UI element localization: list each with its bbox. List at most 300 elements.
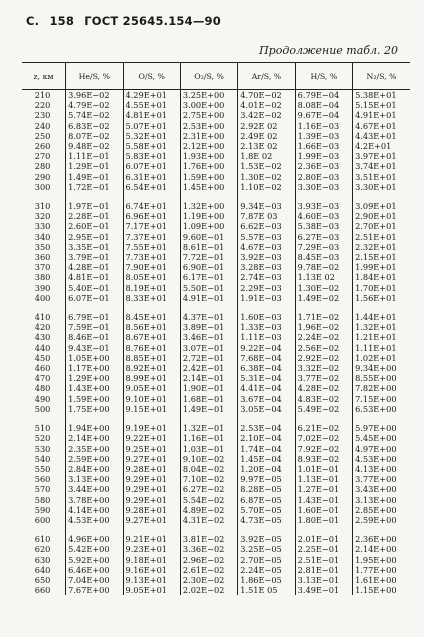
column-header: He/S, %: [66, 63, 123, 90]
altitude-cell: 350: [34, 241, 51, 252]
value-cell: 2.13E 02: [238, 141, 295, 151]
spacer-cell: [353, 525, 410, 534]
table-row: [22, 534, 410, 544]
value-cell: 2.70E−05: [238, 555, 295, 565]
altitude-cell: 450: [34, 352, 51, 363]
altitude-cell: 510: [34, 423, 51, 434]
value-cell: 2.29E−03: [238, 283, 295, 293]
value-cell: 9.15E+01: [123, 404, 180, 414]
value-cell: 1.10E−02: [238, 182, 295, 192]
spacer-cell: [22, 192, 66, 201]
value-cell: 7.17E+01: [123, 221, 180, 231]
value-cell: 5.38E+01: [353, 90, 410, 101]
value-cell: 4.2E+01: [353, 141, 410, 151]
value-cell: 3.25E−05: [238, 544, 295, 554]
table-row: [22, 444, 410, 454]
value-cell: 5.50E−01: [180, 283, 237, 293]
value-cell: 2.75E+00: [180, 110, 237, 120]
value-cell: 9.29E+01: [123, 495, 180, 505]
value-cell: 3.00E+00: [180, 100, 237, 110]
table-row: [22, 90, 410, 101]
value-cell: 1.20E−04: [238, 464, 295, 474]
value-cell: 9.48E−02: [66, 141, 123, 151]
value-cell: 8.67E+01: [123, 332, 180, 342]
value-cell: 3.92E−05: [238, 534, 295, 544]
value-cell: 3.30E+01: [353, 182, 410, 192]
value-cell: 7.90E+01: [123, 262, 180, 272]
value-cell: 9.97E−05: [238, 474, 295, 484]
table-row: [22, 312, 410, 322]
table-row: [22, 110, 410, 120]
altitude-cell: 490: [34, 393, 51, 404]
value-cell: 5.49E−02: [295, 404, 352, 414]
spacer-cell: [66, 414, 123, 423]
value-cell: 3.42E−02: [238, 110, 295, 120]
altitude-cell: 250: [34, 130, 51, 141]
altitude-cell: 410: [34, 312, 51, 323]
value-cell: 1.43E+00: [66, 383, 123, 393]
value-cell: 1.99E+01: [353, 262, 410, 272]
value-cell: 2.02E−02: [180, 585, 237, 595]
value-cell: 2.74E−03: [238, 272, 295, 282]
altitude-cell: 550: [34, 463, 51, 474]
value-cell: 2.72E−01: [180, 353, 237, 363]
value-cell: 2.59E+00: [353, 515, 410, 525]
altitude-cell: 500: [34, 403, 51, 414]
value-cell: 8.04E−02: [180, 464, 237, 474]
spacer-cell: [180, 303, 237, 312]
table-header-row: [22, 63, 410, 90]
value-cell: 9.18E+01: [123, 555, 180, 565]
value-cell: 8.56E+01: [123, 322, 180, 332]
value-cell: 5.45E+00: [353, 433, 410, 443]
value-cell: 1.11E+01: [353, 343, 410, 353]
altitude-cell: 480: [34, 383, 51, 394]
value-cell: 1.99E−03: [295, 151, 352, 161]
group-spacer: [22, 303, 410, 312]
value-cell: 1.91E−03: [238, 293, 295, 303]
table-row: [22, 343, 410, 353]
value-cell: 5.97E+00: [353, 423, 410, 433]
spacer-cell: [295, 192, 352, 201]
value-cell: 5.42E+00: [66, 544, 123, 554]
value-cell: 2.53E−04: [238, 423, 295, 433]
value-cell: 9.29E+01: [123, 484, 180, 494]
value-cell: 3.05E−04: [238, 404, 295, 414]
value-cell: 2.56E−02: [295, 343, 352, 353]
value-cell: 1.66E−03: [295, 141, 352, 151]
table-row: [22, 242, 410, 252]
value-cell: 7.15E+00: [353, 394, 410, 404]
value-cell: 8.33E+01: [123, 293, 180, 303]
value-cell: 2.14E+00: [66, 433, 123, 443]
table-row: [22, 363, 410, 373]
altitude-cell: 570: [34, 484, 51, 495]
spacer-cell: [180, 414, 237, 423]
table-continuation-caption: Продолжение табл. 20: [259, 44, 398, 57]
value-cell: 2.59E+00: [66, 454, 123, 464]
value-cell: 1.33E−03: [238, 322, 295, 332]
value-cell: 4.41E−04: [238, 383, 295, 393]
value-cell: 1.68E−01: [180, 394, 237, 404]
altitude-cell: 230: [34, 110, 51, 121]
spacer-cell: [66, 192, 123, 201]
value-cell: 1.29E−01: [66, 161, 123, 171]
value-cell: 2.96E−02: [180, 555, 237, 565]
value-cell: 1.16E−03: [295, 121, 352, 131]
value-cell: 5.40E−01: [66, 283, 123, 293]
value-cell: 7.92E−02: [295, 444, 352, 454]
altitude-cell: 630: [34, 554, 51, 565]
altitude-cell: 210: [34, 90, 51, 100]
altitude-cell: 360: [34, 252, 51, 263]
value-cell: 1.45E−04: [238, 454, 295, 464]
value-cell: 5.32E+01: [123, 131, 180, 141]
altitude-cell: 560: [34, 474, 51, 485]
altitude-cell: 600: [34, 514, 51, 525]
table-row: [22, 172, 410, 182]
value-cell: 3.74E+01: [353, 161, 410, 171]
value-cell: 1.32E+01: [353, 322, 410, 332]
altitude-cell: 440: [34, 342, 51, 353]
value-cell: 3.77E−02: [295, 373, 352, 383]
value-cell: 3.78E+00: [66, 495, 123, 505]
value-cell: 3.93E−03: [295, 201, 352, 211]
value-cell: 7.10E−02: [180, 474, 237, 484]
value-cell: 1.30E−02: [295, 283, 352, 293]
spacer-cell: [353, 192, 410, 201]
altitude-cell: 470: [34, 373, 51, 384]
value-cell: 1.30E−02: [238, 172, 295, 182]
altitude-cell: 640: [34, 564, 51, 575]
value-cell: 6.54E+01: [123, 182, 180, 192]
value-cell: 6.27E−03: [295, 232, 352, 242]
value-cell: 2.24E−05: [238, 565, 295, 575]
value-cell: 4.70E−02: [238, 90, 295, 101]
value-cell: 8.07E−02: [66, 131, 123, 141]
table-row: [22, 544, 410, 554]
value-cell: 1.03E−01: [180, 444, 237, 454]
value-cell: 1.02E+01: [353, 353, 410, 363]
table-row: [22, 404, 410, 414]
value-cell: 1.60E−01: [295, 505, 352, 515]
value-cell: 4.13E+00: [353, 464, 410, 474]
value-cell: 2.81E−01: [295, 565, 352, 575]
table-row: [22, 394, 410, 404]
value-cell: 6.87E−05: [238, 495, 295, 505]
altitude-cell: 290: [34, 171, 51, 182]
value-cell: 3.36E−02: [180, 544, 237, 554]
value-cell: 2.28E−01: [66, 211, 123, 221]
value-cell: 3.97E+01: [353, 151, 410, 161]
value-cell: 3.79E−01: [66, 252, 123, 262]
value-cell: 2.35E+00: [66, 444, 123, 454]
spacer-cell: [123, 303, 180, 312]
altitude-cell: 390: [34, 282, 51, 293]
value-cell: 6.53E+00: [353, 404, 410, 414]
value-cell: 8.46E−01: [66, 332, 123, 342]
value-cell: 3.30E−03: [295, 182, 352, 192]
value-cell: 1.49E−02: [295, 293, 352, 303]
value-cell: 1.97E−01: [66, 201, 123, 211]
value-cell: 7.82E+00: [353, 383, 410, 393]
value-cell: 1.56E+01: [353, 293, 410, 303]
value-cell: 9.10E−02: [180, 454, 237, 464]
value-cell: 1.29E+00: [66, 373, 123, 383]
value-cell: 2.31E+00: [180, 131, 237, 141]
value-cell: 3.89E−01: [180, 322, 237, 332]
value-cell: 3.25E+00: [180, 90, 237, 101]
value-cell: 6.90E−01: [180, 262, 237, 272]
value-cell: 1.39E−03: [295, 131, 352, 141]
value-cell: 6.17E−01: [180, 272, 237, 282]
value-cell: 1.27E−01: [295, 484, 352, 494]
value-cell: 1.59E+00: [180, 172, 237, 182]
spacer-cell: [238, 414, 295, 423]
altitude-cell: 530: [34, 443, 51, 454]
value-cell: 7.67E+00: [66, 585, 123, 595]
value-cell: 7.04E+00: [66, 575, 123, 585]
value-cell: 5.31E−04: [238, 373, 295, 383]
spacer-cell: [238, 525, 295, 534]
value-cell: 2.24E−02: [295, 332, 352, 342]
value-cell: 7.02E−02: [295, 433, 352, 443]
value-cell: 3.46E−01: [180, 332, 237, 342]
value-cell: 5.38E−03: [295, 221, 352, 231]
table-row: [22, 252, 410, 262]
value-cell: 9.05E+01: [123, 585, 180, 595]
value-cell: 8.61E−01: [180, 242, 237, 252]
altitude-cell: 320: [34, 211, 51, 222]
value-cell: 1.13E−01: [295, 474, 352, 484]
altitude-cell: 300: [34, 181, 51, 192]
table-row: [22, 454, 410, 464]
value-cell: 1.01E−01: [295, 464, 352, 474]
table-row: [22, 232, 410, 242]
value-cell: 1.09E+00: [180, 221, 237, 231]
group-spacer: [22, 192, 410, 201]
value-cell: 9.28E+01: [123, 464, 180, 474]
value-cell: 2.36E+00: [353, 534, 410, 544]
altitude-cell: 430: [34, 332, 51, 343]
value-cell: 9.27E+01: [123, 515, 180, 525]
value-cell: 2.53E+00: [180, 121, 237, 131]
value-cell: 9.19E+01: [123, 423, 180, 433]
value-cell: 1.19E+00: [180, 211, 237, 221]
value-cell: 8.45E−03: [295, 252, 352, 262]
value-cell: 4.89E−02: [180, 505, 237, 515]
value-cell: 2.12E+00: [180, 141, 237, 151]
value-cell: 6.27E−02: [180, 484, 237, 494]
value-cell: 4.14E+00: [66, 505, 123, 515]
group-spacer: [22, 525, 410, 534]
spacer-cell: [353, 414, 410, 423]
table-row: [22, 373, 410, 383]
value-cell: 4.55E+01: [123, 100, 180, 110]
value-cell: 3.92E−03: [238, 252, 295, 262]
column-header: H/S, %: [295, 63, 352, 90]
value-cell: 8.99E+01: [123, 373, 180, 383]
table-row: [22, 100, 410, 110]
spacer-cell: [123, 525, 180, 534]
table-row: [22, 585, 410, 595]
table-row: [22, 332, 410, 342]
value-cell: 4.96E+00: [66, 534, 123, 544]
value-cell: 7.72E−01: [180, 252, 237, 262]
value-cell: 9.28E+01: [123, 505, 180, 515]
value-cell: 8.05E+01: [123, 272, 180, 282]
table-row: [22, 151, 410, 161]
value-cell: 1.32E+00: [180, 201, 237, 211]
altitude-cell: 610: [34, 534, 51, 545]
value-cell: 4.91E−01: [180, 293, 237, 303]
value-cell: 6.79E−04: [295, 90, 352, 101]
value-cell: 1.17E+00: [66, 363, 123, 373]
table-row: [22, 484, 410, 494]
spacer-cell: [295, 414, 352, 423]
table-row: [22, 262, 410, 272]
value-cell: 1.05E+00: [66, 353, 123, 363]
value-cell: 2.14E+00: [353, 544, 410, 554]
value-cell: 8.93E−02: [295, 454, 352, 464]
altitude-cell: 660: [34, 585, 51, 596]
value-cell: 2.36E−03: [295, 161, 352, 171]
value-cell: 4.28E−02: [295, 383, 352, 393]
value-cell: 9.67E−04: [295, 110, 352, 120]
column-header: N₂/S, %: [353, 63, 410, 90]
value-cell: 2.30E−02: [180, 575, 237, 585]
table-row: [22, 495, 410, 505]
altitude-cell: 280: [34, 161, 51, 172]
value-cell: 6.46E+00: [66, 565, 123, 575]
value-cell: 2.61E−02: [180, 565, 237, 575]
value-cell: 9.22E−04: [238, 343, 295, 353]
value-cell: 3.67E−04: [238, 394, 295, 404]
spacer-cell: [238, 303, 295, 312]
value-cell: 2.92E−02: [295, 353, 352, 363]
value-cell: 1.72E−01: [66, 182, 123, 192]
value-cell: 9.60E−01: [180, 232, 237, 242]
data-table: [22, 62, 410, 595]
value-cell: 8.85E+01: [123, 353, 180, 363]
altitude-cell: 220: [34, 100, 51, 111]
value-cell: 4.91E+01: [353, 110, 410, 120]
value-cell: 3.32E−02: [295, 363, 352, 373]
altitude-cell: 380: [34, 272, 51, 283]
table-row: [22, 121, 410, 131]
group-spacer: [22, 414, 410, 423]
value-cell: 3.81E−02: [180, 534, 237, 544]
table-row: [22, 565, 410, 575]
table-row: [22, 161, 410, 171]
altitude-cell: 240: [34, 120, 51, 131]
value-cell: 1.49E−01: [180, 404, 237, 414]
spacer-cell: [123, 414, 180, 423]
table-row: [22, 221, 410, 231]
value-cell: 6.21E−02: [295, 423, 352, 433]
value-cell: 1.53E−02: [238, 161, 295, 171]
value-cell: 1.96E−02: [295, 322, 352, 332]
value-cell: 2.10E−04: [238, 433, 295, 443]
table-row: [22, 131, 410, 141]
altitude-cell: 400: [34, 292, 51, 303]
altitude-cell: 540: [34, 453, 51, 464]
value-cell: 4.81E−01: [66, 272, 123, 282]
value-cell: 9.43E−01: [66, 343, 123, 353]
spacer-cell: [238, 192, 295, 201]
altitude-cell: 580: [34, 494, 51, 505]
value-cell: 2.49E 02: [238, 131, 295, 141]
value-cell: 6.79E−01: [66, 312, 123, 322]
value-cell: 2.92E 02: [238, 121, 295, 131]
page-number: 158: [49, 14, 75, 28]
value-cell: 5.57E−03: [238, 232, 295, 242]
value-cell: 4.53E+00: [66, 515, 123, 525]
value-cell: 6.07E+01: [123, 161, 180, 171]
altitude-cell: 520: [34, 433, 51, 444]
value-cell: 1.80E−01: [295, 515, 352, 525]
value-cell: 1.77E+00: [353, 565, 410, 575]
value-cell: 1.70E+01: [353, 283, 410, 293]
column-header: O/S, %: [123, 63, 180, 90]
value-cell: 7.55E+01: [123, 242, 180, 252]
altitude-cell: 310: [34, 201, 51, 212]
table-row: [22, 464, 410, 474]
altitude-cell: 340: [34, 231, 51, 242]
value-cell: 4.37E−01: [180, 312, 237, 322]
value-cell: 1.43E−01: [295, 495, 352, 505]
value-cell: 1.13E 02: [295, 272, 352, 282]
value-cell: 3.44E+00: [66, 484, 123, 494]
value-cell: 7.59E−01: [66, 322, 123, 332]
page-header: [26, 14, 227, 28]
value-cell: 4.29E+01: [123, 90, 180, 101]
value-cell: 7.37E+01: [123, 232, 180, 242]
value-cell: 1.11E−01: [66, 151, 123, 161]
value-cell: 1.61E+00: [353, 575, 410, 585]
value-cell: 6.83E−02: [66, 121, 123, 131]
altitude-cell: 330: [34, 221, 51, 232]
value-cell: 2.14E−01: [180, 373, 237, 383]
altitude-cell: 420: [34, 322, 51, 333]
value-cell: 1.84E+01: [353, 272, 410, 282]
value-cell: 9.34E−03: [238, 201, 295, 211]
column-header: O₂/S, %: [180, 63, 237, 90]
value-cell: 5.07E+01: [123, 121, 180, 131]
value-cell: 2.51E+01: [353, 232, 410, 242]
value-cell: 3.35E−01: [66, 242, 123, 252]
value-cell: 4.83E−02: [295, 394, 352, 404]
value-cell: 1.76E+00: [180, 161, 237, 171]
value-cell: 6.31E+01: [123, 172, 180, 182]
value-cell: 5.54E−02: [180, 495, 237, 505]
table-row: [22, 293, 410, 303]
value-cell: 1.60E−03: [238, 312, 295, 322]
value-cell: 4.67E−03: [238, 242, 295, 252]
value-cell: 3.13E+00: [66, 474, 123, 484]
value-cell: 1.71E−02: [295, 312, 352, 322]
table-row: [22, 474, 410, 484]
value-cell: 2.70E+01: [353, 221, 410, 231]
value-cell: 1.75E+00: [66, 404, 123, 414]
value-cell: 3.09E+01: [353, 201, 410, 211]
spacer-cell: [123, 192, 180, 201]
altitude-cell: 590: [34, 504, 51, 515]
table-row: [22, 283, 410, 293]
value-cell: 2.90E+01: [353, 211, 410, 221]
value-cell: 8.92E+01: [123, 363, 180, 373]
value-cell: 1.86E−05: [238, 575, 295, 585]
